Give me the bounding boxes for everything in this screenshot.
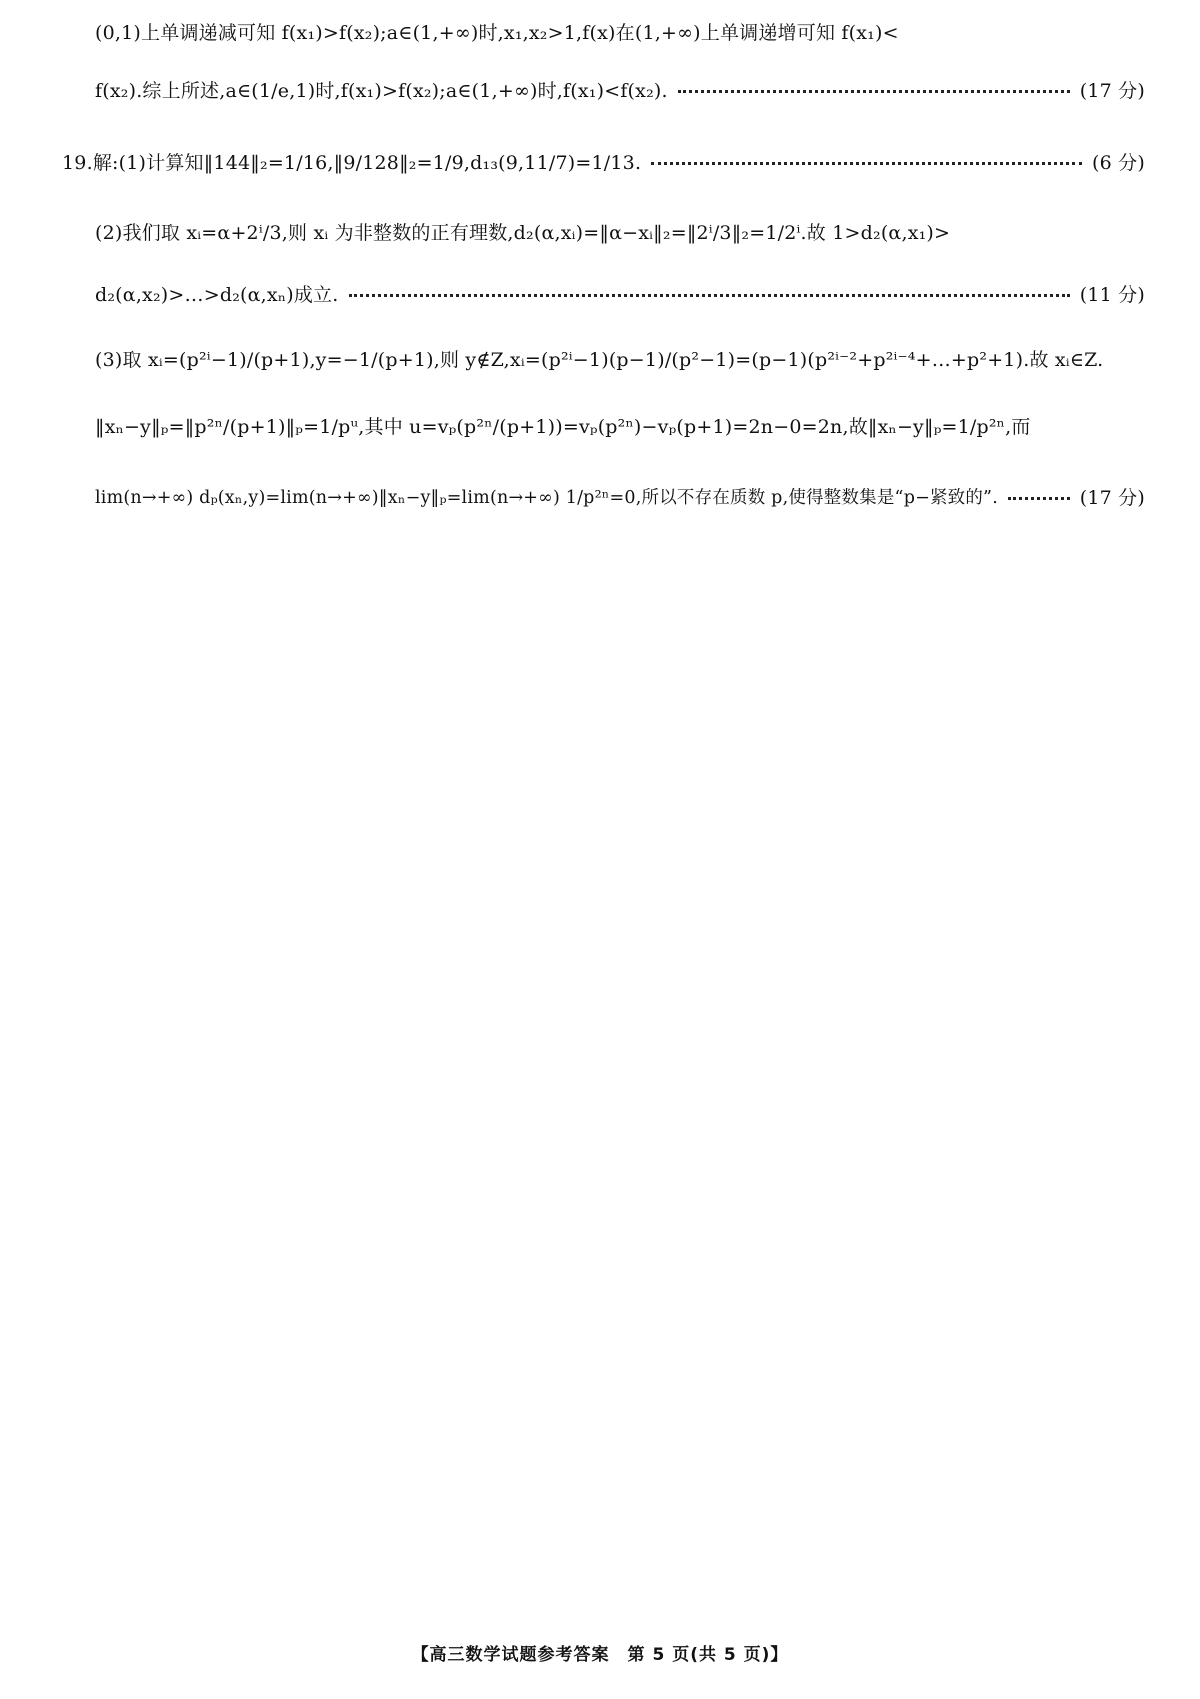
score-label: (17 分): [1079, 80, 1145, 102]
solution-text: (0,1)上单调递减可知 f(x₁)>f(x₂);a∈(1,+∞)时,x₁,x₂>1,f(x)在(1,+∞)上单调递增可知 f(x₁)<: [95, 22, 899, 44]
dot-leader: [349, 294, 1070, 297]
solution-text: (2)我们取 xᵢ=α+2ⁱ/3,则 xᵢ 为非整数的正有理数,d₂(α,xᵢ)=‖α−xᵢ‖₂=‖2ⁱ/3‖₂=1/2ⁱ.故 1>d₂(α,x₁)>: [95, 222, 951, 244]
solution-text: lim(n→+∞) dₚ(xₙ,y)=lim(n→+∞)‖xₙ−y‖ₚ=lim(n→+∞) 1/p²ⁿ=0,所以不存在质数 p,使得整数集是“p−紧致的”.: [95, 488, 998, 508]
solution-text: 19.解:(1)计算知‖144‖₂=1/16,‖9/128‖₂=1/9,d₁₃(9,11/7)=1/13.: [62, 152, 642, 174]
solution-line-4: [95, 218, 1145, 245]
solution-line-2: [95, 76, 1145, 103]
solution-line-8: [95, 483, 1145, 510]
dot-leader: [1008, 497, 1070, 500]
dot-leader: [678, 90, 1070, 93]
solution-line-5: [95, 280, 1145, 307]
solution-text: f(x₂).综上所述,a∈(1/e,1)时,f(x₁)>f(x₂);a∈(1,+∞)时,f(x₁)<f(x₂).: [95, 80, 668, 102]
solution-line-3: [62, 148, 1145, 175]
solution-text: (3)取 xᵢ=(p²ⁱ−1)/(p+1),y=−1/(p+1),则 y∉Z,xᵢ=(p²ⁱ−1)(p−1)/(p²−1)=(p−1)(p²ⁱ⁻²+p²ⁱ⁻⁴+…+p²+1).故 xᵢ∈Z.: [95, 349, 1104, 371]
solution-line-7: [95, 412, 1145, 439]
score-label: (11 分): [1079, 284, 1145, 306]
page-footer: 【高三数学试题参考答案 第 5 页(共 5 页)】: [411, 1645, 789, 1665]
solution-line-6: [95, 345, 1145, 372]
solution-text: d₂(α,x₂)>…>d₂(α,xₙ)成立.: [95, 284, 339, 306]
solution-line-1: [95, 18, 1145, 45]
score-label: (17 分): [1079, 487, 1145, 509]
solution-text: ‖xₙ−y‖ₚ=‖p²ⁿ/(p+1)‖ₚ=1/pᵘ,其中 u=vₚ(p²ⁿ/(p+1))=vₚ(p²ⁿ)−vₚ(p+1)=2n−0=2n,故‖xₙ−y‖ₚ=1/p²ⁿ,而: [95, 416, 1031, 438]
score-label: (6 分): [1092, 152, 1145, 174]
dot-leader: [651, 162, 1082, 165]
